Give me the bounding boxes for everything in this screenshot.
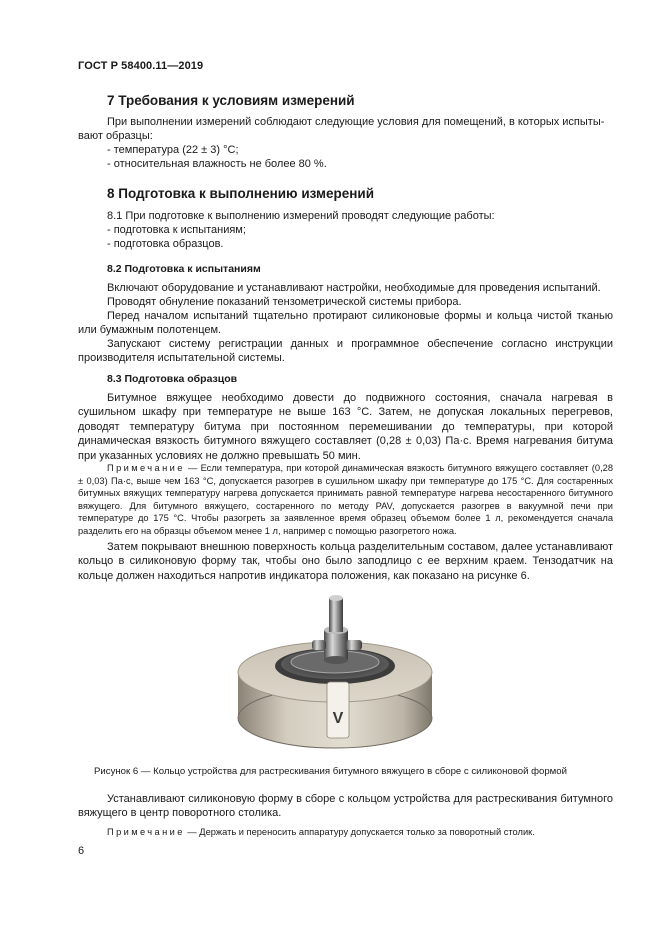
section-8-2-heading: 8.2 Подготовка к испытаниям <box>107 263 261 275</box>
note-label: Примечание <box>107 463 185 473</box>
section-8-3-heading: 8.3 Подготовка образцов <box>107 373 238 385</box>
note-text: — Если температура, при которой динамическая вязкость битумного вяжущего составляет (0,28 ± 0,03) Па·с, выше чем 163 °С, допускается разогрев в сушильном шкафу при температуре до 175 °С. Для состаренных битумных вяжущих температуру нагрева допускается принимать равной температуре нагрева несостаренного битумного вяжущего. Для битумного вяжущего, состаренного по методу PAV, допускается разогрев в вакуумной печи при температуре до 175 °С. Чтобы разогреть за заявленное время образец объемом более 1 л, рекомендуется сначала разделить его на образцы объемом менее 1 л, например с помощью разогретого ножа. <box>78 463 613 536</box>
paragraph: Битумное вяжущее необходимо довести до подвижного состояния, сначала нагревая в сушильном шкафу при температуре не выше 163 °С. Затем, не допуская локальных перегревов, доводят температуру битума при постоянном перемешивании до температуры, при которой динамическая вязкость битумного вяжущего составляет (0,28 ± 0,03) Па·с. Время нагревания битума при указанных условиях не должно превышать 50 мин. <box>78 392 613 462</box>
paragraph: Проводят обнуление показаний тензометрической системы прибора. <box>107 296 462 308</box>
note-label: Примечание <box>107 827 185 837</box>
figure-photo <box>236 590 434 758</box>
list-item: - подготовка образцов. <box>107 238 224 250</box>
paragraph: Включают оборудование и устанавливают настройки, необходимые для проведения испытаний. <box>107 282 601 294</box>
position-indicator-label: V <box>332 710 344 727</box>
ring-assembly-image <box>236 590 434 758</box>
figure-caption: Рисунок 6 — Кольцо устройства для растрескивания битумного вяжущего в сборе с силиконовой формой <box>94 766 567 777</box>
standard-header: ГОСТ Р 58400.11—2019 <box>78 60 204 72</box>
paragraph: Перед началом испытаний тщательно протирают силиконовые формы и кольца чистой тканью или бумажным полотенцем. <box>78 310 613 337</box>
section-7-intro-line2: вают образцы: <box>78 130 153 142</box>
list-item: - температура (22 ± 3) °С; <box>107 144 239 156</box>
note <box>78 462 613 538</box>
section-8-1-intro: 8.1 При подготовке к выполнению измерений проводят следующие работы: <box>107 210 495 222</box>
list-item: - подготовка к испытаниям; <box>107 224 246 236</box>
note <box>78 826 613 839</box>
list-item: - относительная влажность не более 80 %. <box>107 158 327 170</box>
page-number: 6 <box>78 845 85 857</box>
paragraph: Затем покрывают внешнюю поверхность кольца разделительным составом, далее устанавливают кольцо в силиконовую форму так, чтобы оно было заподлицо с ее верхним краем. Тензодатчик на кольце должен находиться напротив индикатора положения, как показано на рисунке 6. <box>78 541 613 582</box>
section-8-heading: 8 Подготовка к выполнению измерений <box>107 186 374 201</box>
section-7-intro-line1: При выполнении измерений соблюдают следующие условия для помещений, в которых испыты- <box>107 116 605 128</box>
paragraph: Устанавливают силиконовую форму в сборе с кольцом устройства для растрескивания битумного вяжущего в центр поворотного столика. <box>78 793 613 820</box>
paragraph: Запускают систему регистрации данных и программное обеспечение согласно инструкции производителя испытательной системы. <box>78 338 613 365</box>
section-7-heading: 7 Требования к условиям измерений <box>107 93 355 108</box>
note-text: — Держать и переносить аппаратуру допускается только за поворотный столик. <box>184 827 535 837</box>
